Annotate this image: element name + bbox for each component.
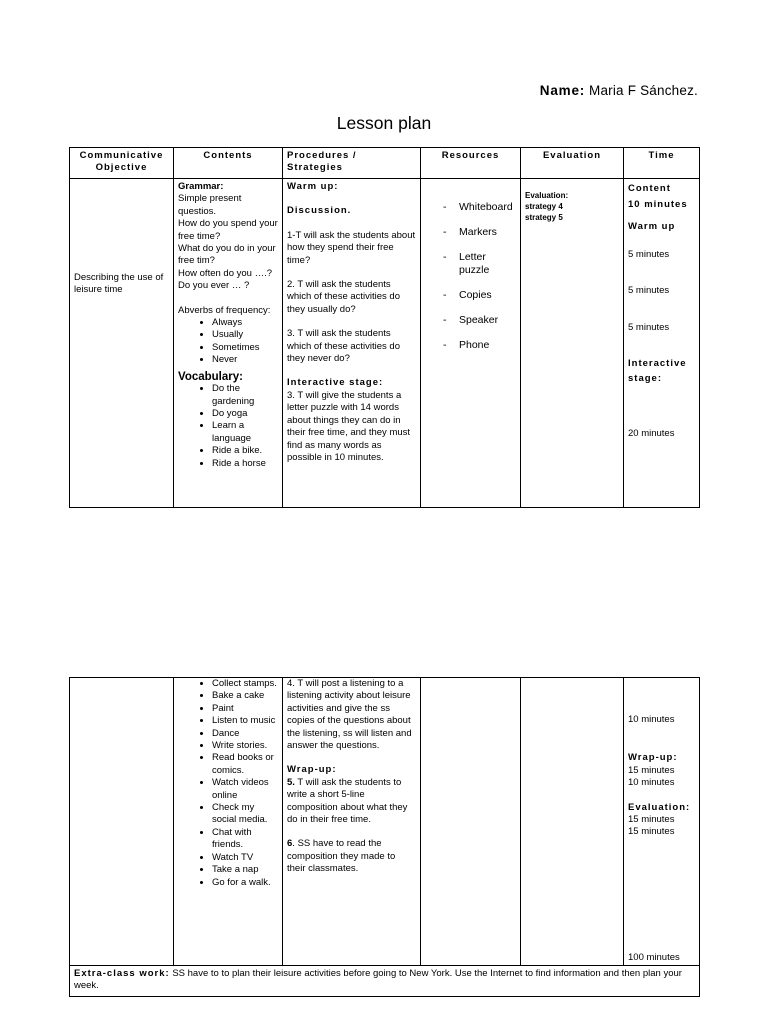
table-row — [70, 179, 700, 508]
extra-class-row — [70, 966, 700, 997]
list-item: • Listen to music — [212, 715, 278, 727]
content-time: 10 minutes — [628, 199, 688, 210]
list-item: • Read books or comics. — [212, 752, 278, 777]
procedure-step: 5. T will ask the students to write a short 5-line composition about what they do in their free time. — [287, 776, 408, 826]
grammar-line: How do you spend your free time? — [178, 218, 278, 242]
list-item: • Never — [212, 354, 278, 366]
contents-cell — [174, 179, 283, 508]
col-header-resources: Resources — [421, 148, 521, 179]
content-heading: Content — [628, 183, 671, 194]
vocabulary-heading: Vocabulary: — [178, 370, 243, 383]
evaluation-time: 15 minutes — [628, 814, 675, 826]
resources-cell — [421, 179, 521, 508]
procedure-step: 4. T will post a listening to a listening activity about leisure activities and give the ss copies of the questions about the listening, ss will listen and answer the questions. — [287, 678, 412, 752]
list-item: • Write stories. — [212, 740, 278, 752]
list-item: • Paint — [212, 703, 278, 715]
contents-cell — [174, 678, 283, 966]
list-item: - Phone — [443, 339, 490, 351]
list-item: • Take a nap — [212, 864, 278, 876]
procedures-cell — [283, 179, 421, 508]
name-value: Maria F Sánchez. — [589, 83, 698, 98]
procedure-step: 3. T will ask the students which of these activities do they never do? — [287, 328, 401, 365]
lesson-plan-table-continued — [69, 677, 700, 997]
grammar-line: How often do you ….? — [178, 267, 272, 279]
list-item: - Speaker — [443, 314, 499, 326]
grammar-line: What do you do in your free tim? — [178, 243, 276, 267]
evaluation-heading: Evaluation: — [525, 191, 569, 200]
resources-list — [425, 201, 516, 352]
col-header-objective: Communicative Objective — [70, 148, 174, 179]
vocabulary-list — [178, 678, 278, 889]
wrapup-time: 10 minutes — [628, 777, 675, 789]
warmup-time: 5 minutes — [628, 285, 670, 297]
list-item: • Do yoga — [212, 408, 278, 420]
col-header-contents: Contents — [174, 148, 283, 179]
list-item: • Go for a walk. — [212, 877, 278, 889]
list-item: • Watch TV — [212, 852, 278, 864]
interactive-heading: Interactive stage: — [287, 377, 384, 389]
list-item: - Letter puzzle — [443, 251, 490, 276]
list-item: • Check my social media. — [212, 802, 278, 827]
extra-class-cell — [70, 966, 700, 997]
list-item: • Ride a horse — [212, 458, 278, 470]
objective-cell — [70, 179, 174, 508]
wrapup-time-heading: Wrap-up: — [628, 752, 678, 764]
name-label: Name: — [539, 83, 586, 98]
list-item: • Chat with friends. — [212, 827, 278, 852]
warmup-heading: Warm up: — [287, 181, 339, 192]
list-item: • Collect stamps. — [212, 678, 278, 690]
procedure-step: 3. T will give the students a letter puzzle with 14 words about things they can do in their free time, and they must find as many words as possible in 10 minutes. — [287, 389, 411, 463]
list-item: - Copies — [443, 289, 492, 301]
procedure-step: 6. SS have to read the composition they made to their classmates. — [287, 838, 396, 875]
wrapup-time: 15 minutes — [628, 764, 675, 776]
time-cell — [624, 179, 700, 508]
col-header-time: Time — [624, 148, 700, 179]
evaluation-time: 15 minutes — [628, 826, 675, 838]
interactive-time-heading: Interactive stage: — [628, 357, 687, 384]
procedure-step: 2. T will ask the students which of these activities do they usually do? — [287, 279, 401, 315]
extra-class-label: Extra-class work: — [74, 968, 170, 979]
list-item: • Sometimes — [212, 342, 278, 354]
grammar-heading: Grammar: — [178, 181, 224, 192]
warmup-time: 5 minutes — [628, 249, 670, 261]
vocabulary-list — [178, 383, 278, 470]
table-header-row — [70, 148, 700, 179]
list-item: • Do the gardening — [212, 383, 278, 408]
grammar-line: Simple present questios. — [178, 193, 242, 217]
extra-class-text: SS have to to plan their leisure activities before going to New York. Use the Internet to find information and then plan your week. — [74, 968, 682, 992]
col-header-procedures: Procedures / Strategies — [283, 148, 421, 179]
page-title: Lesson plan — [336, 113, 432, 133]
list-item: • Watch videos online — [212, 777, 278, 802]
list-item: • Learn a language — [212, 420, 278, 445]
total-time: 100 minutes — [628, 951, 680, 963]
objective-text: Describing the use of leisure time — [74, 271, 164, 295]
warmup-time: 5 minutes — [628, 321, 670, 333]
interactive-time: 20 minutes — [628, 427, 675, 439]
listening-time: 10 minutes — [628, 714, 675, 725]
lesson-plan-table — [69, 147, 700, 508]
evaluation-item: strategy 4 — [525, 202, 563, 211]
list-item: • Ride a bike. — [212, 445, 278, 457]
list-item: - Whiteboard — [443, 201, 513, 213]
list-item: • Usually — [212, 329, 278, 341]
list-item: • Always — [212, 317, 278, 329]
table-row — [70, 678, 700, 966]
adverbs-heading: Abverbs of frequency: — [178, 304, 271, 316]
objective-cell — [70, 678, 174, 966]
evaluation-cell — [521, 179, 624, 508]
student-name — [420, 83, 698, 98]
evaluation-cell — [521, 678, 624, 966]
col-header-evaluation: Evaluation — [521, 148, 624, 179]
procedures-cell — [283, 678, 421, 966]
discussion-heading: Discussion. — [287, 205, 352, 217]
grammar-line: Do you ever … ? — [178, 280, 250, 292]
evaluation-item: strategy 5 — [525, 213, 563, 222]
list-item: - Markers — [443, 226, 497, 238]
resources-cell — [421, 678, 521, 966]
list-item: • Bake a cake — [212, 690, 278, 702]
wrapup-heading: Wrap-up: — [287, 764, 337, 776]
adverbs-list — [178, 317, 278, 367]
evaluation-time-heading: Evaluation: — [628, 801, 691, 813]
time-cell — [624, 678, 700, 966]
warmup-time-heading: Warm up — [628, 221, 676, 232]
procedure-step: 1-T will ask the students about how they spend their free time? — [287, 229, 416, 266]
list-item: • Dance — [212, 728, 278, 740]
